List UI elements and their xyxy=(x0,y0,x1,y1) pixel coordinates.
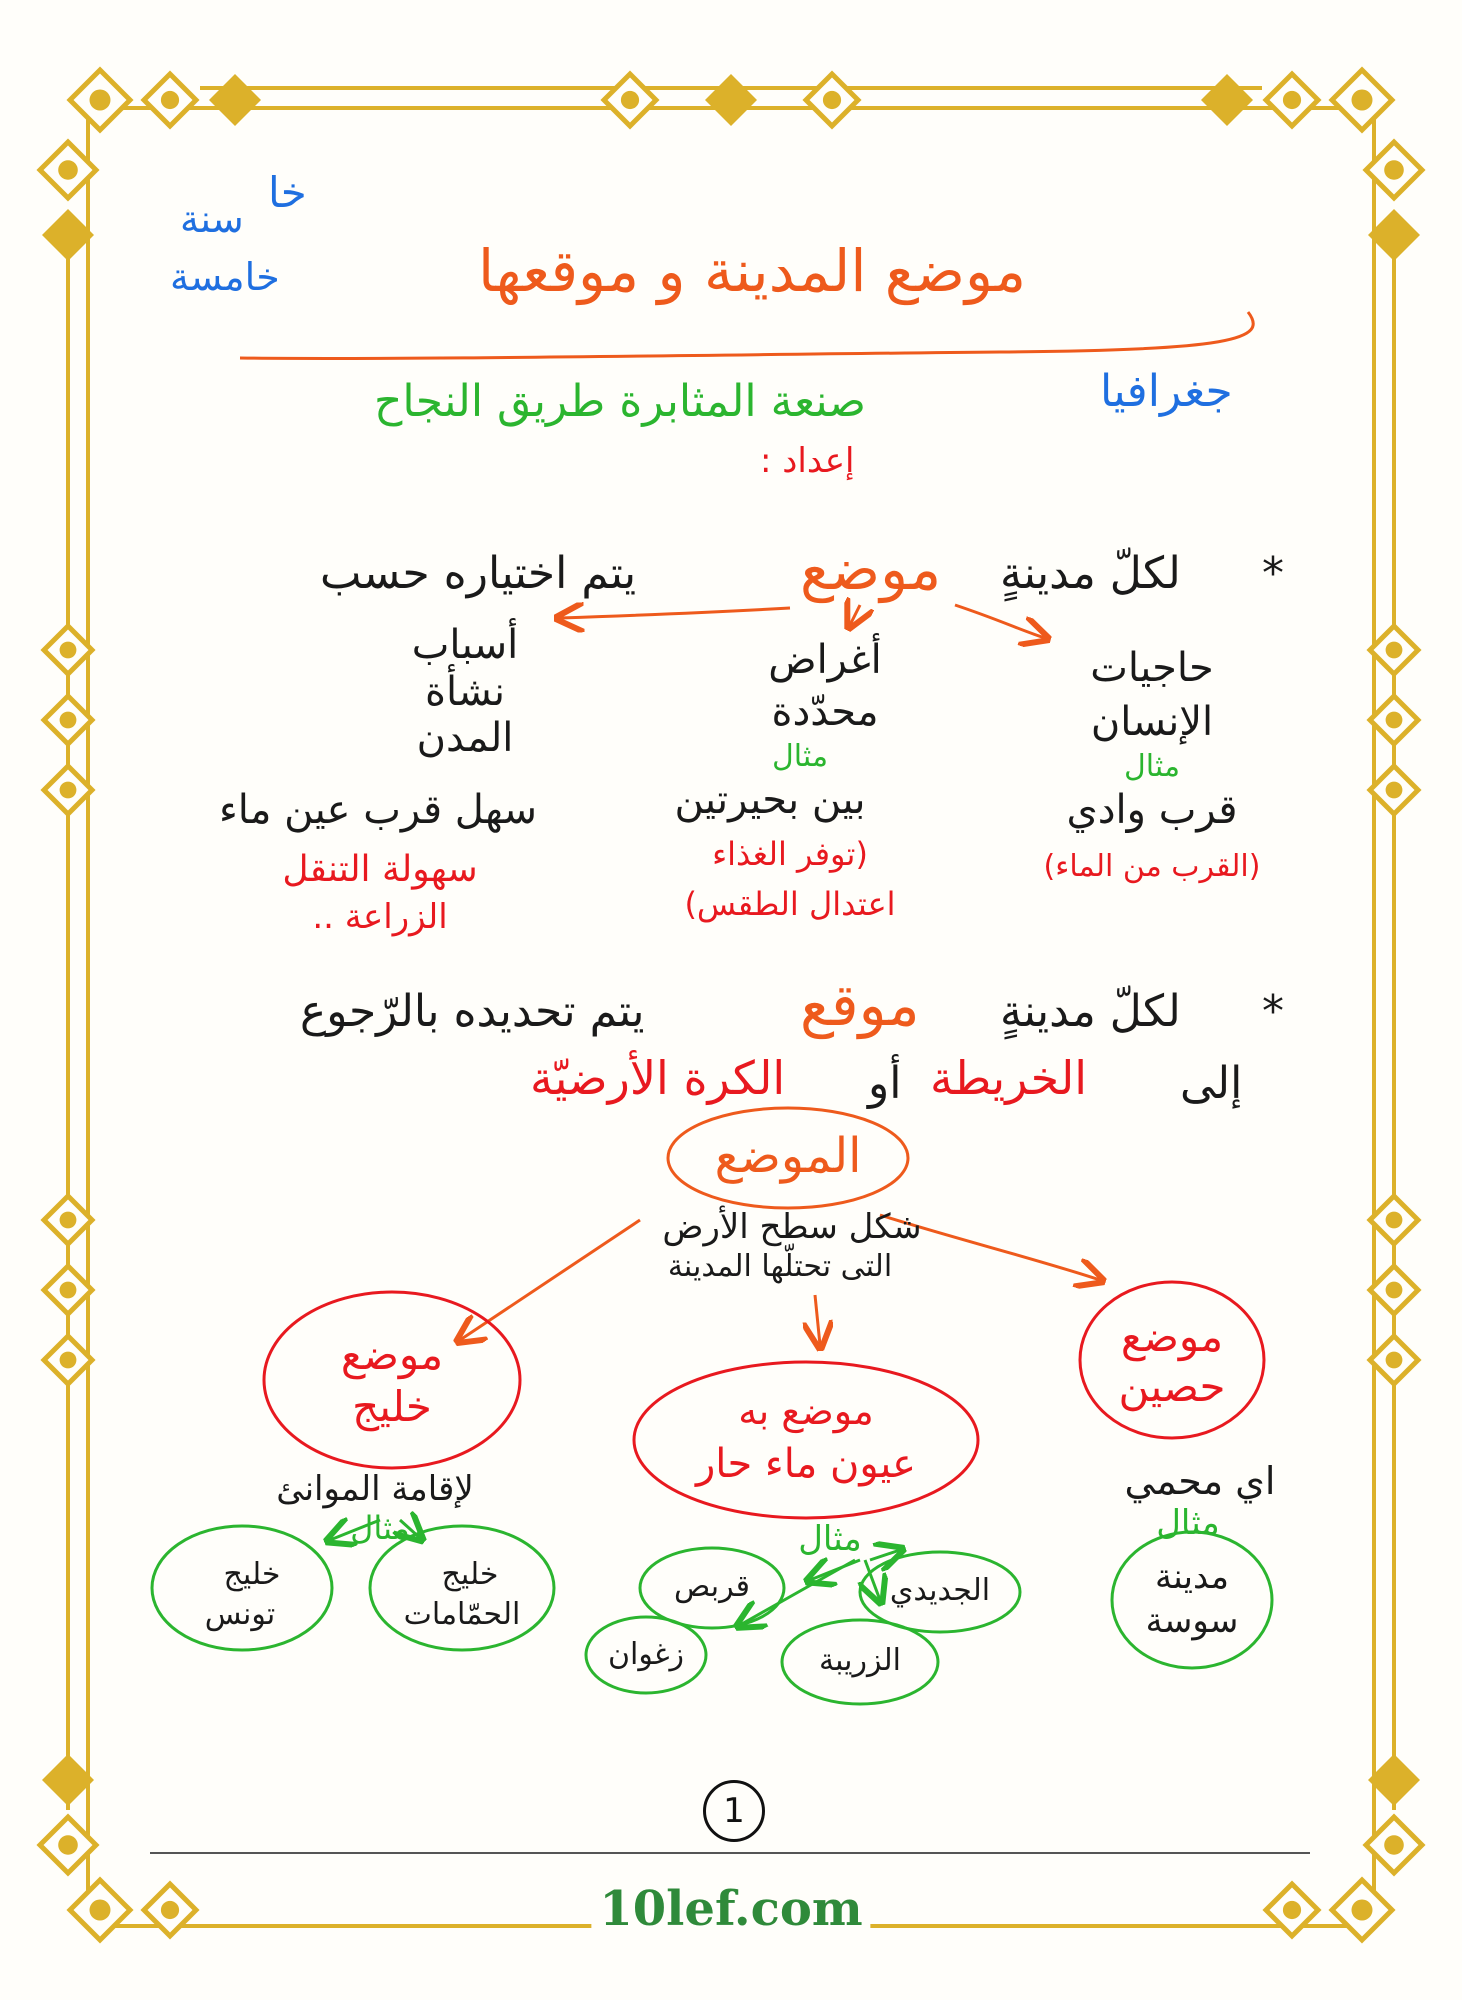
type3-desc: لإقامة الموانئ xyxy=(276,1469,474,1509)
type3-ellipse xyxy=(264,1292,520,1468)
type1-example-label: مثال xyxy=(1156,1503,1220,1543)
arrow-to-col2 xyxy=(850,605,860,625)
col2-note-line2: اعتدال الطقس) xyxy=(684,885,896,923)
type2-example-1: الجديدي xyxy=(889,1573,991,1608)
prepared-by: إعداد : xyxy=(760,441,855,481)
col2-label-line1: أغراض xyxy=(768,637,882,683)
type2-example-4: زغوان xyxy=(607,1637,685,1672)
type3-example1-line1: خليج xyxy=(441,1557,499,1592)
arrow-to-col1 xyxy=(955,605,1045,638)
type3-example1-line2: الحمّامات xyxy=(403,1597,521,1632)
type1-example-line1: مدينة xyxy=(1154,1557,1230,1597)
title-underline xyxy=(240,312,1253,358)
col3-note-line1: سهولة التنقل xyxy=(282,849,478,890)
subject-label: جغرافيا xyxy=(1100,366,1233,417)
page-title: موضع المدينة و موقعها xyxy=(477,237,1027,305)
type3-example2-line1: خليج xyxy=(223,1557,281,1592)
col3-example: سهل قرب عين ماء xyxy=(218,787,538,833)
section1-keyword: موضع xyxy=(800,535,942,603)
section2-globe: الكرة الأرضيّة xyxy=(530,1051,786,1105)
col3-label-line3: المدن xyxy=(416,715,514,761)
type3-example2-line2: تونس xyxy=(204,1597,276,1632)
col2-label-line2: محدّدة xyxy=(771,689,879,735)
type2-ellipse xyxy=(634,1362,978,1518)
type1-line1: موضع xyxy=(1120,1312,1224,1361)
col2-example: بين بحيرتين xyxy=(674,777,866,823)
type3-line2: خليج xyxy=(352,1382,432,1431)
section1-intro: لكلّ مدينةٍ xyxy=(1000,548,1181,599)
section2-map: الخريطة xyxy=(930,1051,1088,1105)
example-ellipse-sousse xyxy=(1112,1532,1272,1668)
arrow-to-col3 xyxy=(560,608,790,618)
grade-strike: خا xyxy=(268,168,307,217)
col3-note-line2: الزراعة .. xyxy=(312,897,448,937)
col1-example-label: مثال xyxy=(1123,749,1181,784)
col1-note: (القرب من الماء) xyxy=(1043,849,1261,884)
section2-line2-pre: إلى xyxy=(1180,1058,1243,1109)
section2-or: أو xyxy=(868,1058,902,1109)
type2-example-label: مثال xyxy=(798,1519,862,1559)
col1-example: قرب وادي xyxy=(1066,787,1238,833)
type2-line1: موضع به xyxy=(738,1389,874,1433)
slogan: صنعة المثابرة طريق النجاح xyxy=(373,376,867,427)
type1-desc: اي محمي xyxy=(1124,1459,1276,1503)
section1-bullet: * xyxy=(1262,548,1284,599)
section1-rest: يتم اختياره حسب xyxy=(320,548,637,599)
section2-bullet: * xyxy=(1262,986,1284,1037)
type2-example-3: الزريبة xyxy=(818,1643,902,1678)
page-number: 1 xyxy=(703,1780,765,1842)
diagram-root: الموضع xyxy=(714,1128,862,1184)
col2-example-label: مثال xyxy=(771,739,829,774)
site-watermark: 10lef.com xyxy=(591,1885,870,1933)
type2-example-2: قربص xyxy=(674,1569,750,1604)
type1-line2: حصين xyxy=(1118,1362,1226,1411)
arrow-to-type2 xyxy=(815,1295,820,1345)
col3-label-line1: أسباب xyxy=(411,622,519,668)
col3-label-line2: نشأة xyxy=(425,669,505,715)
diagram-definition-line1: شكل سطح الأرض xyxy=(662,1207,922,1247)
grade-line1: سنة xyxy=(180,197,244,241)
type2-line2: عيون ماء حار xyxy=(695,1441,917,1487)
section2-intro: لكلّ مدينةٍ xyxy=(1000,986,1181,1037)
grade-line2: خامسة xyxy=(170,255,280,299)
type1-example-line2: سوسة xyxy=(1145,1601,1239,1641)
section2-rest: يتم تحديده بالرّجوع xyxy=(300,986,645,1037)
diagram-definition-line2: التى تحتلّها المدينة xyxy=(667,1249,893,1284)
col2-note-line1: (توفر الغذاء xyxy=(712,835,868,873)
type3-line1: موضع xyxy=(340,1330,444,1379)
type3-example-label: مثال xyxy=(350,1509,410,1547)
col1-label-line1: حاجيات xyxy=(1090,645,1214,691)
footer-rule xyxy=(150,1852,1310,1854)
section2-keyword: موقع xyxy=(800,971,920,1039)
col1-label-line2: الإنسان xyxy=(1090,699,1214,745)
